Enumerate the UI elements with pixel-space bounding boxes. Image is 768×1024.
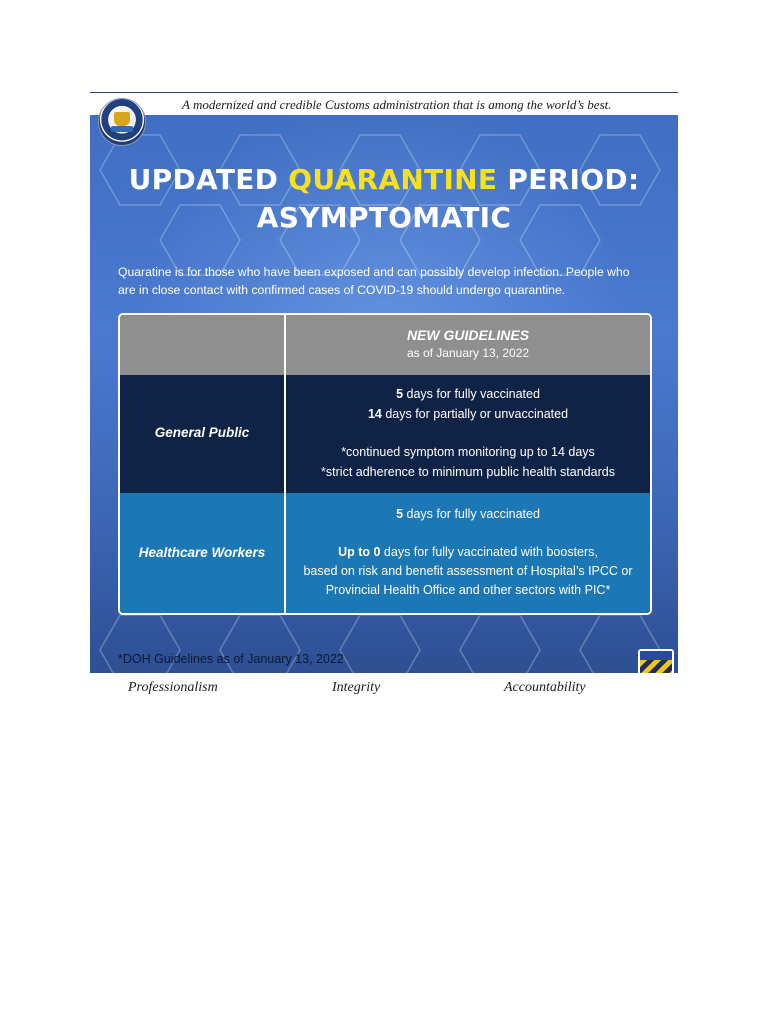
title-line-2: ASYMPTOMATIC (256, 201, 512, 234)
value-accountability: Accountability (504, 680, 586, 695)
value-professionalism: Professionalism (128, 680, 218, 695)
healthcare-line-2-text: days for fully vaccinated with boosters, (380, 545, 598, 559)
value-integrity: Integrity (332, 680, 381, 695)
general-public-guideline-cell (284, 375, 650, 493)
intro-line-1: Quaratine is for those who have been exposed and can possibly develop infection. People who (118, 265, 630, 279)
healthcare-label-cell (120, 493, 284, 613)
healthcare-workers-label: Healthcare Workers (138, 545, 266, 560)
general-public-line-2-text: days for partially or unvaccinated (381, 407, 569, 421)
healthcare-line-1 (286, 507, 650, 521)
general-public-days-fully: 5 (396, 387, 404, 401)
healthcare-line-4: Provincial Health Office and other sectors with PIC* (325, 583, 611, 597)
poster-title (90, 161, 678, 237)
agency-seal-icon (98, 98, 146, 146)
table-header-empty-cell (120, 315, 284, 375)
general-public-note-2: *strict adherence to minimum public health standards (321, 465, 615, 479)
table-header-cell (284, 315, 650, 375)
title-part-1: UPDATED (128, 163, 289, 196)
header-bar (90, 93, 678, 115)
intro-line-2: are in close contact with confirmed cases of COVID-19 should undergo quarantine. (118, 283, 566, 297)
general-public-label-cell (120, 375, 284, 493)
healthcare-line-2 (286, 545, 650, 559)
shield-label (640, 651, 672, 660)
poster (90, 115, 678, 673)
guidelines-table (118, 313, 652, 615)
seal-emblem (114, 112, 130, 126)
healthcare-days-fully: 5 (396, 507, 404, 521)
general-public-line-1 (286, 387, 650, 401)
table-row-general-public (120, 375, 650, 495)
general-public-label: General Public (154, 425, 250, 440)
seal-ribbon (111, 126, 133, 132)
healthcare-line-1-text: days for fully vaccinated (403, 507, 540, 521)
healthcare-guideline-cell (284, 493, 650, 613)
document-page (90, 92, 678, 704)
title-highlight: QUARANTINE (288, 163, 498, 196)
header-motto: A modernized and credible Customs administration that is among the world’s best. (182, 97, 612, 112)
healthcare-line-3: based on risk and benefit assessment of Hospital’s IPCC or (303, 564, 633, 578)
boc-shield-icon (638, 649, 674, 673)
title-part-2: PERIOD: (497, 163, 640, 196)
table-row-healthcare-workers (120, 493, 650, 613)
general-public-line-2 (286, 407, 650, 421)
shield-stripes (640, 660, 672, 673)
guidelines-title: NEW GUIDELINES (406, 327, 530, 343)
footnote: *DOH Guidelines as of January 13, 2022 (118, 652, 344, 666)
title-line-1 (90, 161, 678, 199)
healthcare-days-boosted: Up to 0 (338, 545, 381, 559)
table-header-row (120, 315, 650, 377)
general-public-note-1: *continued symptom monitoring up to 14 days (341, 445, 595, 459)
footer-values (90, 675, 678, 704)
general-public-line-1-text: days for fully vaccinated (403, 387, 540, 401)
general-public-days-partial: 14 (367, 407, 382, 421)
intro-paragraph (118, 263, 658, 299)
guidelines-date: as of January 13, 2022 (406, 346, 530, 360)
